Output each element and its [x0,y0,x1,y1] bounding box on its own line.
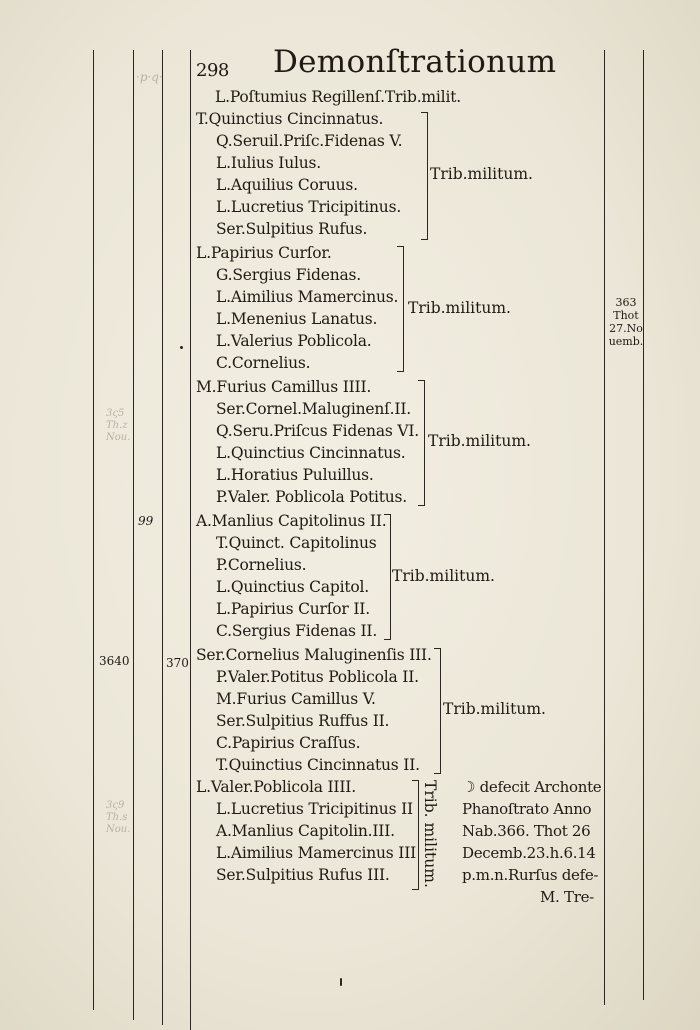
group-3-brace [418,380,425,506]
group-6-name-4: L.Aimilius Mamercinus III [216,844,417,862]
bottom-mark [340,978,342,986]
bleed-mark: 3ς9 Th.s Nou. [106,800,131,835]
group-3-name-4: L.Quinctius Cincinnatus. [216,444,406,462]
rule-line-5 [604,50,605,1005]
group-4-name-4: L.Quinctius Capitol. [216,578,370,596]
group-4-name-6: C.Sergius Fidenas II. [216,622,378,640]
group-1-name-3: L.Iulius Iulus. [216,154,322,172]
group-5-name-1: Ser.Cornelius Maluginenſis III. [196,646,432,664]
page-title: Demonſtrationum [273,44,557,80]
margin-number-99: 99 [138,514,154,528]
right-margin-note [604,296,648,348]
group-6-label: Trib. militum. [421,780,439,888]
eclipse-note-line-3: Nab.366. Thot 26 [462,822,591,840]
group-4-name-3: P.Cornelius. [216,556,307,574]
group-5-label: Trib.militum. [443,700,546,718]
eclipse-note-line-6: M. Tre- [540,888,594,906]
eclipse-note-line-5: p.m.n.Rurſus defe- [462,866,599,884]
group-4-brace [384,514,391,640]
rule-line-4 [190,50,191,1030]
group-5-brace [434,648,441,774]
margin-dot [180,346,183,349]
group-2-brace [397,246,404,372]
group-5-name-3: M.Furius Camillus V. [216,690,376,708]
group-3-name-3: Q.Seru.Priſcus Fidenas VI. [216,422,420,440]
group-3-name-1: M.Furius Camillus IIII. [196,378,372,396]
group-3-name-2: Ser.Cornel.Maluginenſ.II. [216,400,411,418]
group-3-label: Trib.militum. [428,432,531,450]
group-5-name-2: P.Valer.Potitus Poblicola II. [216,668,419,686]
group-4-label: Trib.militum. [392,567,495,585]
first-line: L.Poſtumius Regillenſ.Trib.milit. [215,88,461,106]
right-margin-note-line-3: 27.No [609,322,643,335]
group-1-name-6: Ser.Sulpitius Rufus. [216,220,368,238]
margin-number-3640: 3640 [99,654,130,668]
right-margin-note-line-4: uemb. [608,335,644,348]
group-2-name-1: L.Papirius Curſor. [196,244,332,262]
group-5-name-4: Ser.Sulpitius Ruffus II. [216,712,390,730]
group-5-name-5: C.Papirius Craſſus. [216,734,361,752]
group-6-name-3: A.Manlius Capitolin.III. [216,822,395,840]
group-1-name-1: T.Quinctius Cincinnatus. [196,110,384,128]
group-6-name-5: Ser.Sulpitius Rufus III. [216,866,390,884]
group-5-name-6: T.Quinctius Cincinnatus II. [216,756,420,774]
group-6-name-1: L.Valer.Poblicola IIII. [196,778,356,796]
group-3-name-6: P.Valer. Poblicola Potitus. [216,488,408,506]
group-2-name-2: G.Sergius Fidenas. [216,266,362,284]
bleed-mark: 3ς5 Th.z Nou. [106,408,131,443]
eclipse-note-line-1: ☽ defecit Archonte [462,778,602,796]
rule-line-2 [133,50,134,1020]
group-4-name-1: A.Manlius Capitolinus II. [196,512,387,530]
group-2-name-4: L.Menenius Lanatus. [216,310,378,328]
rule-line-6 [643,50,644,1000]
group-1-label: Trib.militum. [430,165,533,183]
group-1-name-4: L.Aquilius Coruus. [216,176,358,194]
group-6-name-2: L.Lucretius Tricipitinus II [216,800,413,818]
rule-line-3 [162,50,163,1025]
right-margin-note-line-2: Thot [613,309,639,322]
group-2-label: Trib.militum. [408,299,511,317]
group-6-brace [412,780,419,890]
group-1-name-5: L.Lucretius Tricipitinus. [216,198,402,216]
eclipse-note-line-2: Phanoſtrato Anno [462,800,592,818]
group-4-name-5: L.Papirius Curſor II. [216,600,370,618]
group-4-name-2: T.Quinct. Capitolinus [216,534,377,552]
group-1-name-2: Q.Seruil.Priſc.Fidenas V. [216,132,403,150]
rule-line-1 [93,50,94,1010]
page-number: 298 [196,60,229,81]
margin-number-370: 370 [166,656,189,670]
group-2-name-6: C.Cornelius. [216,354,311,372]
bleed-mark: ·p·q· [136,70,163,84]
right-margin-note-line-1: 363 [615,296,637,309]
group-2-name-5: L.Valerius Poblicola. [216,332,372,350]
group-2-name-3: L.Aimilius Mamercinus. [216,288,399,306]
group-3-name-5: L.Horatius Puluillus. [216,466,374,484]
eclipse-note-line-4: Decemb.23.h.6.14 [462,844,596,862]
group-1-brace [421,112,428,240]
